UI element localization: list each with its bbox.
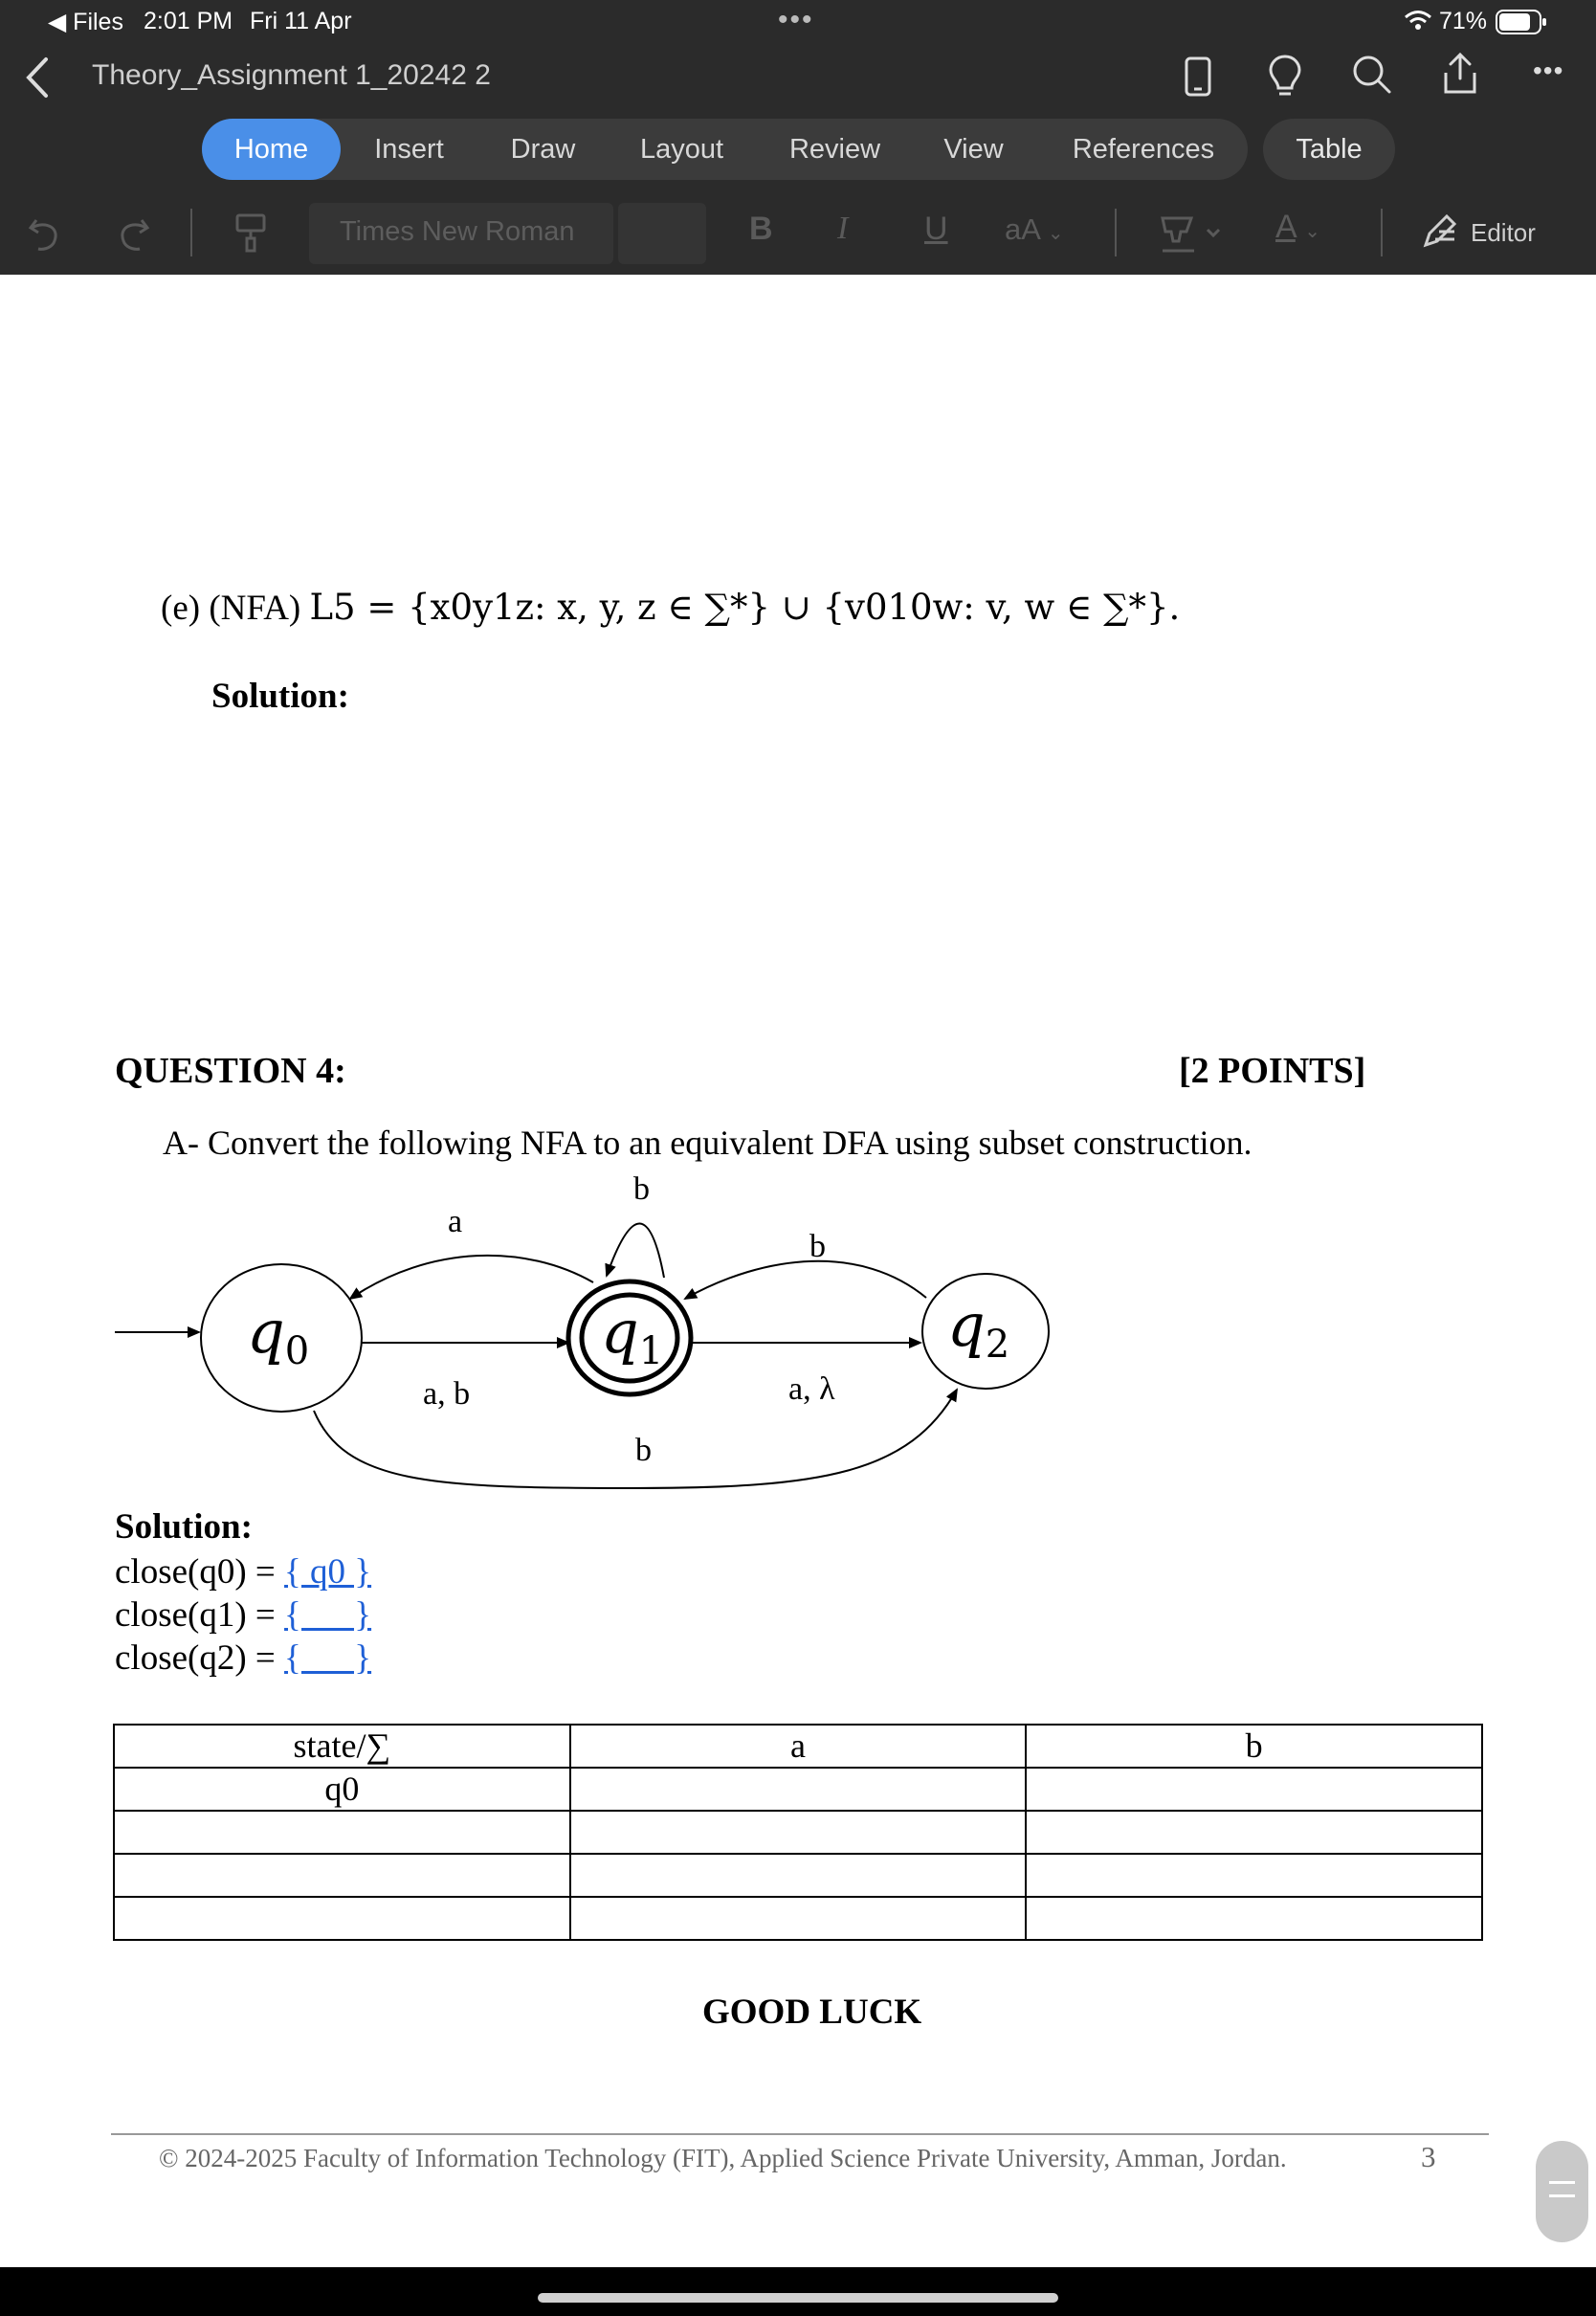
document-title[interactable]: Theory_Assignment 1_20242 2: [92, 59, 491, 91]
table-cell[interactable]: [114, 1897, 570, 1940]
table-cell[interactable]: [570, 1768, 1027, 1811]
table-cell[interactable]: [570, 1811, 1027, 1854]
table-cell[interactable]: [114, 1811, 570, 1854]
font-size-aa-label: aA: [1005, 212, 1040, 246]
footer-rule: [111, 2133, 1489, 2135]
back-to-files-link[interactable]: ◀ Files: [48, 9, 123, 35]
closure-q2: [115, 1637, 371, 1680]
font-color-label: A: [1275, 209, 1296, 245]
closure-list: [115, 1550, 371, 1680]
nfa-diagram: [0, 275, 1596, 2267]
font-color-button[interactable]: [1275, 209, 1320, 246]
table-row: [114, 1768, 1482, 1811]
closure-q2-label: close(q2) =: [115, 1638, 285, 1678]
table-row: [114, 1811, 1482, 1854]
dfa-transition-table: [113, 1724, 1483, 1941]
closure-q2-value[interactable]: { }: [284, 1638, 372, 1678]
closure-q1-value[interactable]: { }: [284, 1595, 372, 1635]
back-chevron-icon[interactable]: [23, 56, 50, 100]
state-q0-label: q0: [247, 1297, 310, 1373]
tab-view[interactable]: View: [943, 134, 1004, 165]
tab-home[interactable]: Home: [202, 119, 341, 180]
closure-q1-label: close(q1) =: [115, 1595, 285, 1635]
lightbulb-icon[interactable]: [1268, 54, 1302, 98]
label-mid-alambda: a, λ: [788, 1371, 835, 1407]
home-indicator-bar: [0, 2267, 1596, 2316]
edge-q1-loop: [607, 1223, 664, 1278]
tab-layout[interactable]: Layout: [639, 134, 724, 165]
closure-q0-value[interactable]: { q0 }: [284, 1552, 372, 1592]
font-name-value: Times New Roman: [340, 216, 575, 247]
part-e-label: (e) (NFA): [161, 589, 301, 628]
bold-button[interactable]: B: [749, 211, 773, 247]
edge-q2-q1: [685, 1261, 926, 1299]
undo-icon[interactable]: [27, 214, 65, 253]
table-header-b: b: [1026, 1725, 1482, 1768]
tab-draw[interactable]: Draw: [510, 134, 576, 165]
table-cell[interactable]: [1026, 1768, 1482, 1811]
share-icon[interactable]: [1440, 52, 1480, 96]
table-header-a: a: [570, 1725, 1027, 1768]
page-number: 3: [1421, 2140, 1436, 2173]
table-row: [114, 1897, 1482, 1940]
solution-label-e: Solution:: [211, 677, 349, 716]
table-cell[interactable]: q0: [114, 1768, 570, 1811]
label-bottom-b: b: [635, 1433, 652, 1468]
state-q2-label: q2: [947, 1290, 1010, 1367]
solution-label-q4: Solution:: [115, 1507, 253, 1547]
question-4-text: A- Convert the following NFA to an equivalent DFA using subset construction.: [163, 1124, 1252, 1162]
label-mid-ab: a, b: [423, 1376, 471, 1412]
back-app-label: Files: [73, 9, 123, 35]
multitask-dots-icon[interactable]: •••: [778, 4, 814, 35]
question-4-title: QUESTION 4:: [115, 1051, 346, 1091]
wifi-icon: [1404, 10, 1432, 35]
document-page[interactable]: [0, 275, 1596, 2267]
tab-table[interactable]: Table: [1296, 134, 1363, 165]
status-time: 2:01 PM: [144, 8, 233, 34]
good-luck-text: GOOD LUCK: [702, 1993, 922, 2032]
font-size-aa-button[interactable]: [1005, 212, 1064, 247]
editor-pen-icon[interactable]: [1420, 212, 1458, 251]
part-e-math: L5 = {x0y1z: x, y, z ∈ ∑*} ∪ {v010w: v, w ∈ ∑*}.: [309, 587, 1181, 628]
closure-q0: [115, 1550, 371, 1593]
table-row: [114, 1854, 1482, 1897]
battery-icon: [1496, 10, 1547, 39]
table-cell[interactable]: [1026, 1897, 1482, 1940]
question-4-points: [2 POINTS]: [1179, 1051, 1366, 1091]
scroll-handle-grip: [1549, 2181, 1575, 2184]
table-cell[interactable]: [1026, 1811, 1482, 1854]
search-icon[interactable]: [1351, 54, 1393, 96]
redo-icon[interactable]: [113, 214, 151, 253]
tab-review[interactable]: Review: [788, 134, 881, 165]
scroll-handle-grip: [1549, 2194, 1575, 2197]
mobile-view-icon[interactable]: [1184, 56, 1212, 98]
editor-button[interactable]: Editor: [1471, 218, 1536, 247]
highlighter-icon[interactable]: [1160, 212, 1227, 255]
closure-q1: [115, 1593, 371, 1637]
tab-references[interactable]: References: [1072, 134, 1215, 165]
table-cell[interactable]: [570, 1854, 1027, 1897]
label-top-b: b: [809, 1229, 826, 1264]
divider: [1115, 209, 1117, 256]
edge-q1-q0: [350, 1256, 593, 1299]
scroll-handle[interactable]: [1536, 2141, 1588, 2242]
table-cell[interactable]: [570, 1897, 1027, 1940]
label-loop-b: b: [633, 1171, 650, 1207]
table-header-state: state/∑: [114, 1725, 570, 1768]
table-cell[interactable]: [114, 1854, 570, 1897]
tab-insert[interactable]: Insert: [374, 134, 444, 165]
label-top-a: a: [448, 1204, 463, 1239]
table-cell[interactable]: [1026, 1854, 1482, 1897]
battery-percent: 71%: [1439, 8, 1488, 34]
app-chrome: [0, 0, 1596, 275]
home-indicator[interactable]: [538, 2293, 1058, 2303]
chevron-down-icon: ⌄: [1304, 221, 1321, 242]
font-size-field[interactable]: [618, 203, 706, 264]
underline-button[interactable]: U: [924, 211, 948, 247]
format-painter-icon[interactable]: [234, 212, 267, 255]
closure-q0-label: close(q0) =: [115, 1552, 285, 1592]
status-date: Fri 11 Apr: [250, 8, 352, 34]
chevron-down-icon: ⌄: [1047, 223, 1064, 244]
divider: [1381, 209, 1383, 256]
italic-button[interactable]: I: [837, 211, 849, 246]
table-header-row: [114, 1725, 1482, 1768]
more-options-icon[interactable]: •••: [1533, 56, 1564, 85]
footer-copyright: © 2024-2025 Faculty of Information Technology (FIT), Applied Science Private University, Amman, Jordan.: [159, 2144, 1287, 2172]
divider: [190, 209, 192, 256]
state-q1-label: q1: [601, 1297, 664, 1373]
